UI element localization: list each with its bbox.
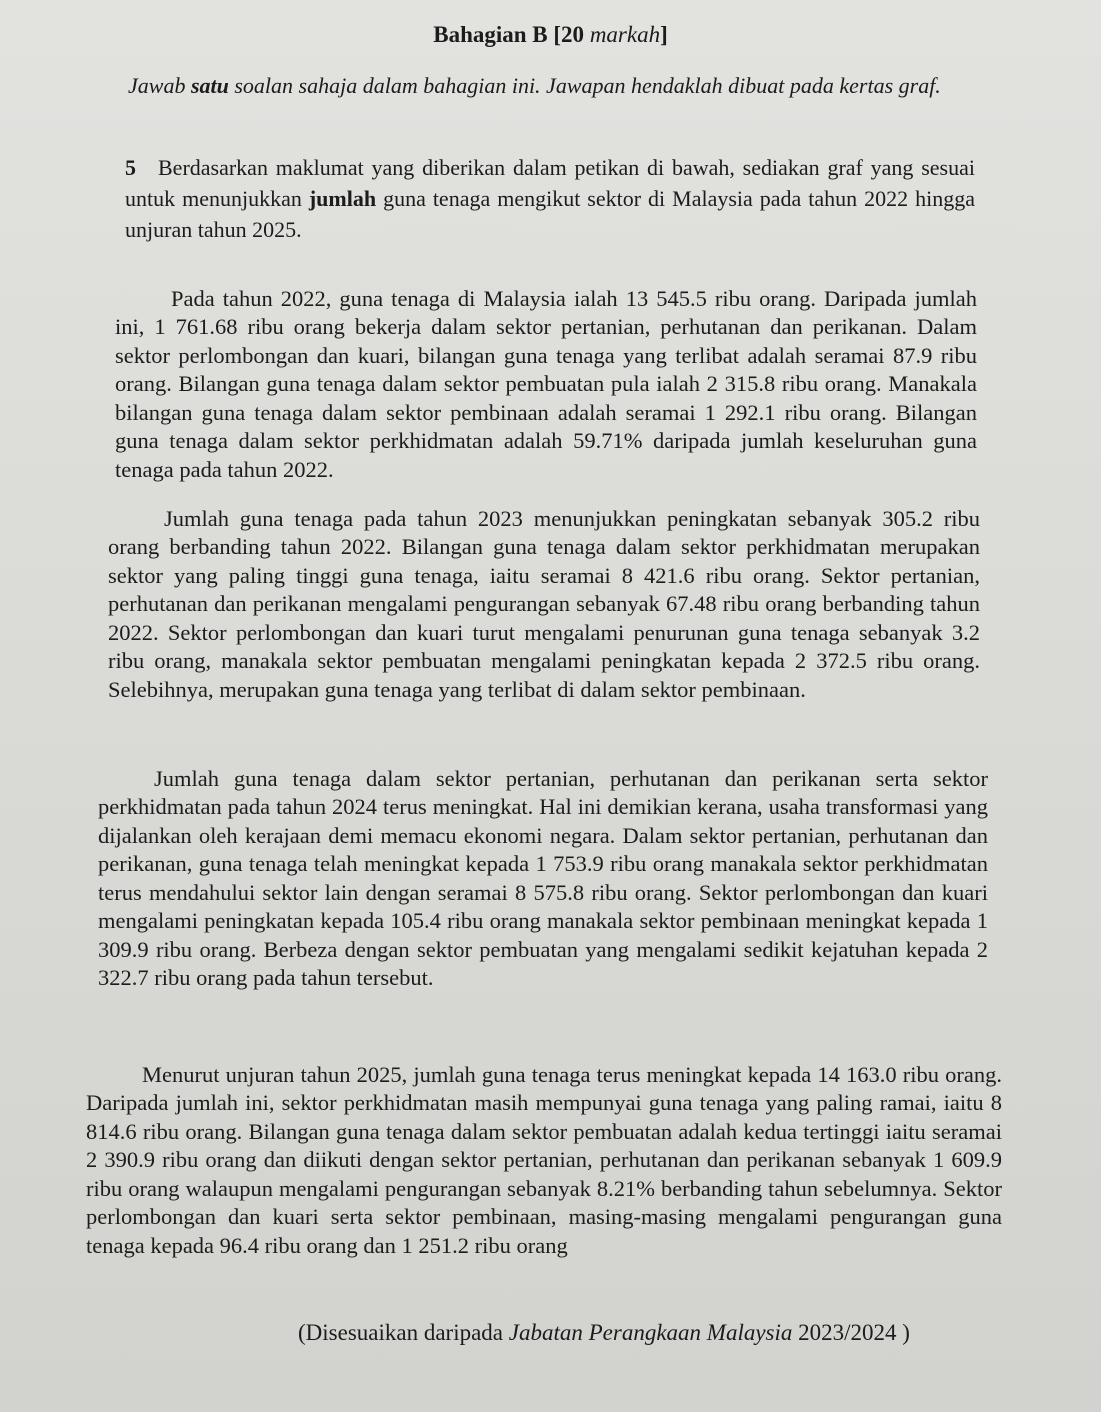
instruction-bold: satu <box>190 73 229 98</box>
source-prefix: (Disesuaikan daripada <box>298 1320 509 1345</box>
passage-paragraph-2022: Pada tahun 2022, guna tenaga di Malaysia ialah 13 545.5 ribu orang. Daripada jumlah ini, 1 761.68 ribu orang bekerja dalam sektor pertanian, perhutanan dan perikanan. Dalam sektor perlombongan dan kuari, bilangan guna tenaga yang terlibat adalah seramai 87.9 ribu orang. Bilangan guna tenaga dalam sektor pembuatan pula ialah 2 315.8 ribu orang. Manakala bilangan guna tenaga dalam sektor pembinaan adalah seramai 1 292.1 ribu orang. Bilangan guna tenaga dalam sektor perkhidmatan adalah 59.71% daripada jumlah keseluruhan guna tenaga pada tahun 2022. <box>115 285 977 482</box>
instructions <box>128 70 973 101</box>
source-suffix: 2023/2024 ) <box>792 1320 910 1345</box>
passage-paragraph-2025: Menurut unjuran tahun 2025, jumlah guna tenaga terus meningkat kepada 14 163.0 ribu orang. Daripada jumlah ini, sektor perkhidmatan masih mempunyai guna tenaga yang paling ramai, iaitu 8 814.6 ribu orang. Bilangan guna tenaga dalam sektor pembuatan adalah kedua tertinggi iaitu seramai 2 390.9 ribu orang dan diikuti dengan sektor pertanian, perhutanan dan perikanan sebanyak 1 609.9 ribu orang walaupun mengalami pengurangan sebanyak 8.21% berbanding tahun sebelumnya. Sektor perlombongan dan kuari serta sektor pembinaan, masing-masing mengalami pengurangan guna tenaga kepada 96.4 ribu orang dan 1 251.2 ribu orang <box>86 1061 1002 1258</box>
section-label: Bahagian B [20 <box>433 22 590 47</box>
passage-paragraph-2023: Jumlah guna tenaga pada tahun 2023 menunjukkan peningkatan sebanyak 305.2 ribu orang berbanding tahun 2022. Bilangan guna tenaga dalam sektor perkhidmatan merupakan sektor yang paling tinggi guna tenaga, iaitu seramai 8 421.6 ribu orang. Sektor pertanian, perhutanan dan perikanan mengalami pengurangan sebanyak 67.48 ribu orang berbanding tahun 2022. Sektor perlombongan dan kuari turut mengalami penurunan guna tenaga sebanyak 3.2 ribu orang, manakala sektor pembuatan mengalami peningkatan kepada 2 372.5 ribu orang. Selebihnya, merupakan guna tenaga yang terlibat di dalam sektor pembinaan. <box>108 505 980 702</box>
marks-word: markah <box>589 22 661 47</box>
instruction-prefix: Jawab <box>128 73 191 98</box>
question-number: 5 <box>125 155 136 180</box>
source-citation <box>298 1320 1018 1346</box>
question-text-after: guna tenaga mengikut sektor di Malaysia pada tahun 2022 hingga unjuran tahun 2025. <box>125 186 975 242</box>
section-heading <box>0 22 1101 48</box>
question-prompt <box>125 152 975 245</box>
question-bold-word: jumlah <box>308 186 377 211</box>
section-heading-close: ] <box>660 22 668 47</box>
passage-paragraph-2024: Jumlah guna tenaga dalam sektor pertanian, perhutanan dan perikanan serta sektor perkhidmatan pada tahun 2024 terus meningkat. Hal ini demikian kerana, usaha transformasi yang dijalankan oleh kerajaan demi memacu ekonomi negara. Dalam sektor pertanian, perhutanan dan perikanan, guna tenaga telah meningkat kepada 1 753.9 ribu orang manakala sektor perkhidmatan terus mendahului sektor lain dengan seramai 8 575.8 ribu orang. Sektor perlombongan dan kuari mengalami peningkatan kepada 105.4 ribu orang manakala sektor pembinaan meningkat kepada 1 309.9 ribu orang. Berbeza dengan sektor pembuatan yang mengalami sedikit kejatuhan kepada 2 322.7 ribu orang pada tahun tersebut. <box>98 765 988 990</box>
question-text-before: Berdasarkan maklumat yang diberikan dalam petikan di bawah, sediakan graf yang sesuai untuk menunjukkan <box>125 155 975 211</box>
source-italic: Jabatan Perangkaan Malaysia <box>508 1320 793 1345</box>
instruction-suffix: soalan sahaja dalam bahagian ini. Jawapan hendaklah dibuat pada kertas graf. <box>228 73 941 98</box>
